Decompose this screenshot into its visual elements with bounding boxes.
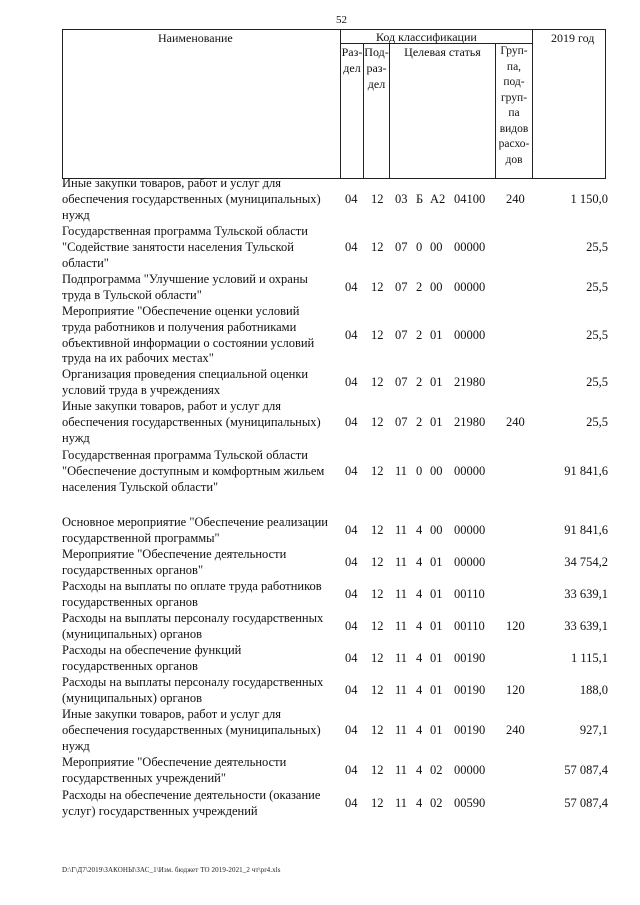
code-subprogram: 4	[416, 619, 423, 633]
code-podrazdel: 12	[371, 651, 384, 665]
code-program: 07	[395, 328, 408, 342]
code-direction: 00110	[454, 619, 485, 633]
code-razdel: 04	[345, 619, 358, 633]
code-podrazdel: 12	[371, 683, 384, 697]
row-name: Мероприятие "Обеспечение оценки условий труда работников и получения работниками объективной информации о состоянии условий труда на их рабочих местах"	[62, 304, 315, 366]
code-podrazdel: 12	[371, 328, 384, 342]
code-program: 11	[395, 587, 408, 601]
table-row	[62, 579, 608, 611]
amount: 927,1	[579, 723, 608, 737]
table-row	[62, 755, 608, 787]
code-event: 00	[430, 280, 443, 294]
code-event: 02	[430, 763, 443, 777]
header-target: Целевая статья	[404, 45, 481, 59]
code-podrazdel: 12	[371, 763, 384, 777]
row-name: Подпрограмма "Улучшение условий и охраны труда в Тульской области"	[62, 272, 308, 302]
header-razdel: Раз- дел	[341, 45, 363, 75]
table-row	[62, 547, 608, 579]
code-event: 01	[430, 375, 443, 389]
code-subprogram: 4	[416, 683, 423, 697]
amount: 25,5	[586, 280, 608, 294]
amount: 1 150,0	[570, 192, 608, 206]
row-name: Иные закупки товаров, работ и услуг для обеспечения государственных (муниципальных) нужд	[62, 399, 321, 445]
code-podrazdel: 12	[371, 415, 384, 429]
code-podrazdel: 12	[371, 375, 384, 389]
code-event: А2	[430, 192, 446, 206]
table-header	[62, 29, 606, 179]
code-event: 02	[430, 796, 443, 810]
code-program: 07	[395, 240, 408, 254]
code-event: 01	[430, 415, 443, 429]
code-program: 11	[395, 683, 408, 697]
code-podrazdel: 12	[371, 555, 384, 569]
row-name: Расходы на обеспечение функций государственных органов	[62, 643, 242, 673]
code-razdel: 04	[345, 240, 358, 254]
code-subprogram: 4	[416, 723, 423, 737]
table-row	[62, 399, 608, 446]
code-razdel: 04	[345, 192, 358, 206]
page-number: 52	[336, 14, 347, 26]
divider	[532, 30, 533, 178]
code-program: 11	[395, 555, 408, 569]
amount: 57 087,4	[564, 763, 608, 777]
code-podrazdel: 12	[371, 723, 384, 737]
amount: 57 087,4	[564, 796, 608, 810]
table-row	[62, 515, 608, 547]
row-name: Государственная программа Тульской области "Обеспечение доступным и комфортным жильем населения Тульской области"	[62, 448, 325, 494]
amount: 25,5	[586, 375, 608, 389]
table-row	[62, 224, 608, 271]
code-event: 00	[430, 523, 443, 537]
table-row	[62, 272, 608, 304]
code-razdel: 04	[345, 415, 358, 429]
row-name: Организация проведения специальной оценки условий труда в учреждениях	[62, 367, 309, 397]
code-program: 11	[395, 619, 408, 633]
code-subprogram: 0	[416, 240, 423, 254]
amount: 33 639,1	[564, 619, 608, 633]
header-year: 2019 год	[551, 31, 595, 45]
code-subprogram: 4	[416, 555, 423, 569]
amount: 25,5	[586, 240, 608, 254]
code-program: 11	[395, 651, 408, 665]
code-podrazdel: 12	[371, 619, 384, 633]
row-name: Основное мероприятие "Обеспечение реализации государственной программы"	[62, 515, 328, 545]
code-subprogram: 0	[416, 464, 423, 478]
code-razdel: 04	[345, 375, 358, 389]
amount: 25,5	[586, 415, 608, 429]
code-razdel: 04	[345, 651, 358, 665]
code-subprogram: 2	[416, 415, 423, 429]
code-direction: 00000	[454, 240, 486, 254]
code-subprogram: 4	[416, 651, 423, 665]
code-subprogram: 2	[416, 375, 423, 389]
code-event: 01	[430, 555, 443, 569]
code-event: 01	[430, 587, 443, 601]
header-podrazdel: Под- раз- дел	[364, 45, 389, 91]
file-path: D:\Г\Д7\2019\ЗАКОНЫ\ЗАС_1\Изм. бюджет ТО 2019-2021_2 чт\pr4.xls	[62, 866, 281, 874]
code-razdel: 04	[345, 683, 358, 697]
code-program: 11	[395, 464, 408, 478]
code-direction: 00190	[454, 723, 486, 737]
code-razdel: 04	[345, 587, 358, 601]
header-classification: Код классификации	[376, 30, 477, 44]
row-name: Мероприятие "Обеспечение деятельности государственных органов"	[62, 547, 287, 577]
divider	[389, 43, 390, 178]
code-subprogram: Б	[416, 192, 424, 206]
code-event: 01	[430, 723, 443, 737]
header-group: Груп- па, под- груп- па видов расхо- дов	[498, 45, 530, 166]
code-direction: 00110	[454, 587, 485, 601]
code-direction: 04100	[454, 192, 486, 206]
code-razdel: 04	[345, 796, 358, 810]
code-razdel: 04	[345, 464, 358, 478]
table-row	[62, 304, 608, 367]
code-event: 01	[430, 651, 443, 665]
code-direction: 00190	[454, 683, 486, 697]
code-event: 00	[430, 240, 443, 254]
code-program: 07	[395, 415, 408, 429]
code-program: 11	[395, 723, 408, 737]
table-row	[62, 176, 608, 223]
amount: 34 754,2	[564, 555, 608, 569]
code-program: 07	[395, 280, 408, 294]
code-razdel: 04	[345, 763, 358, 777]
code-direction: 00590	[454, 796, 486, 810]
code-direction: 00000	[454, 555, 486, 569]
code-podrazdel: 12	[371, 464, 384, 478]
code-direction: 00000	[454, 464, 486, 478]
code-podrazdel: 12	[371, 280, 384, 294]
table-row	[62, 788, 608, 820]
code-expense-type: 240	[506, 415, 525, 429]
row-name: Расходы на выплаты персоналу государственных (муниципальных) органов	[62, 611, 324, 641]
code-event: 01	[430, 683, 443, 697]
code-program: 11	[395, 796, 408, 810]
code-expense-type: 240	[506, 723, 525, 737]
row-name: Иные закупки товаров, работ и услуг для обеспечения государственных (муниципальных) нужд	[62, 176, 321, 222]
code-program: 11	[395, 763, 408, 777]
amount: 91 841,6	[564, 523, 608, 537]
code-subprogram: 4	[416, 587, 423, 601]
code-podrazdel: 12	[371, 796, 384, 810]
amount: 33 639,1	[564, 587, 608, 601]
code-podrazdel: 12	[371, 240, 384, 254]
amount: 188,0	[579, 683, 608, 697]
row-name: Иные закупки товаров, работ и услуг для обеспечения государственных (муниципальных) нужд	[62, 707, 321, 753]
code-razdel: 04	[345, 280, 358, 294]
code-event: 01	[430, 619, 443, 633]
code-razdel: 04	[345, 555, 358, 569]
amount: 91 841,6	[564, 464, 608, 478]
code-podrazdel: 12	[371, 523, 384, 537]
code-razdel: 04	[345, 523, 358, 537]
code-subprogram: 2	[416, 328, 423, 342]
table-row	[62, 643, 608, 675]
code-direction: 21980	[454, 375, 486, 389]
row-name: Расходы на обеспечение деятельности (оказание услуг) государственных учреждений	[62, 788, 321, 818]
code-expense-type: 120	[506, 619, 525, 633]
code-event: 01	[430, 328, 443, 342]
row-name: Мероприятие "Обеспечение деятельности государственных учреждений"	[62, 755, 287, 785]
code-direction: 00000	[454, 763, 486, 777]
code-subprogram: 4	[416, 763, 423, 777]
code-subprogram: 4	[416, 796, 423, 810]
code-podrazdel: 12	[371, 587, 384, 601]
header-name: Наименование	[158, 31, 233, 45]
amount: 25,5	[586, 328, 608, 342]
amount: 1 115,1	[570, 651, 608, 665]
row-name: Расходы на выплаты персоналу государственных (муниципальных) органов	[62, 675, 324, 705]
table-row	[62, 611, 608, 643]
table-row	[62, 675, 608, 707]
table-row	[62, 707, 608, 754]
code-program: 03	[395, 192, 408, 206]
code-expense-type: 120	[506, 683, 525, 697]
table-row	[62, 448, 608, 495]
code-razdel: 04	[345, 328, 358, 342]
code-subprogram: 2	[416, 280, 423, 294]
row-name: Расходы на выплаты по оплате труда работников государственных органов	[62, 579, 322, 609]
code-program: 11	[395, 523, 408, 537]
code-direction: 00000	[454, 328, 486, 342]
code-direction: 00190	[454, 651, 486, 665]
code-subprogram: 4	[416, 523, 423, 537]
code-podrazdel: 12	[371, 192, 384, 206]
row-name: Государственная программа Тульской области "Содействие занятости населения Тульской области"	[62, 224, 308, 270]
code-direction: 21980	[454, 415, 486, 429]
code-razdel: 04	[345, 723, 358, 737]
code-expense-type: 240	[506, 192, 525, 206]
code-program: 07	[395, 375, 408, 389]
code-direction: 00000	[454, 523, 486, 537]
table-row	[62, 367, 608, 399]
code-event: 00	[430, 464, 443, 478]
code-direction: 00000	[454, 280, 486, 294]
